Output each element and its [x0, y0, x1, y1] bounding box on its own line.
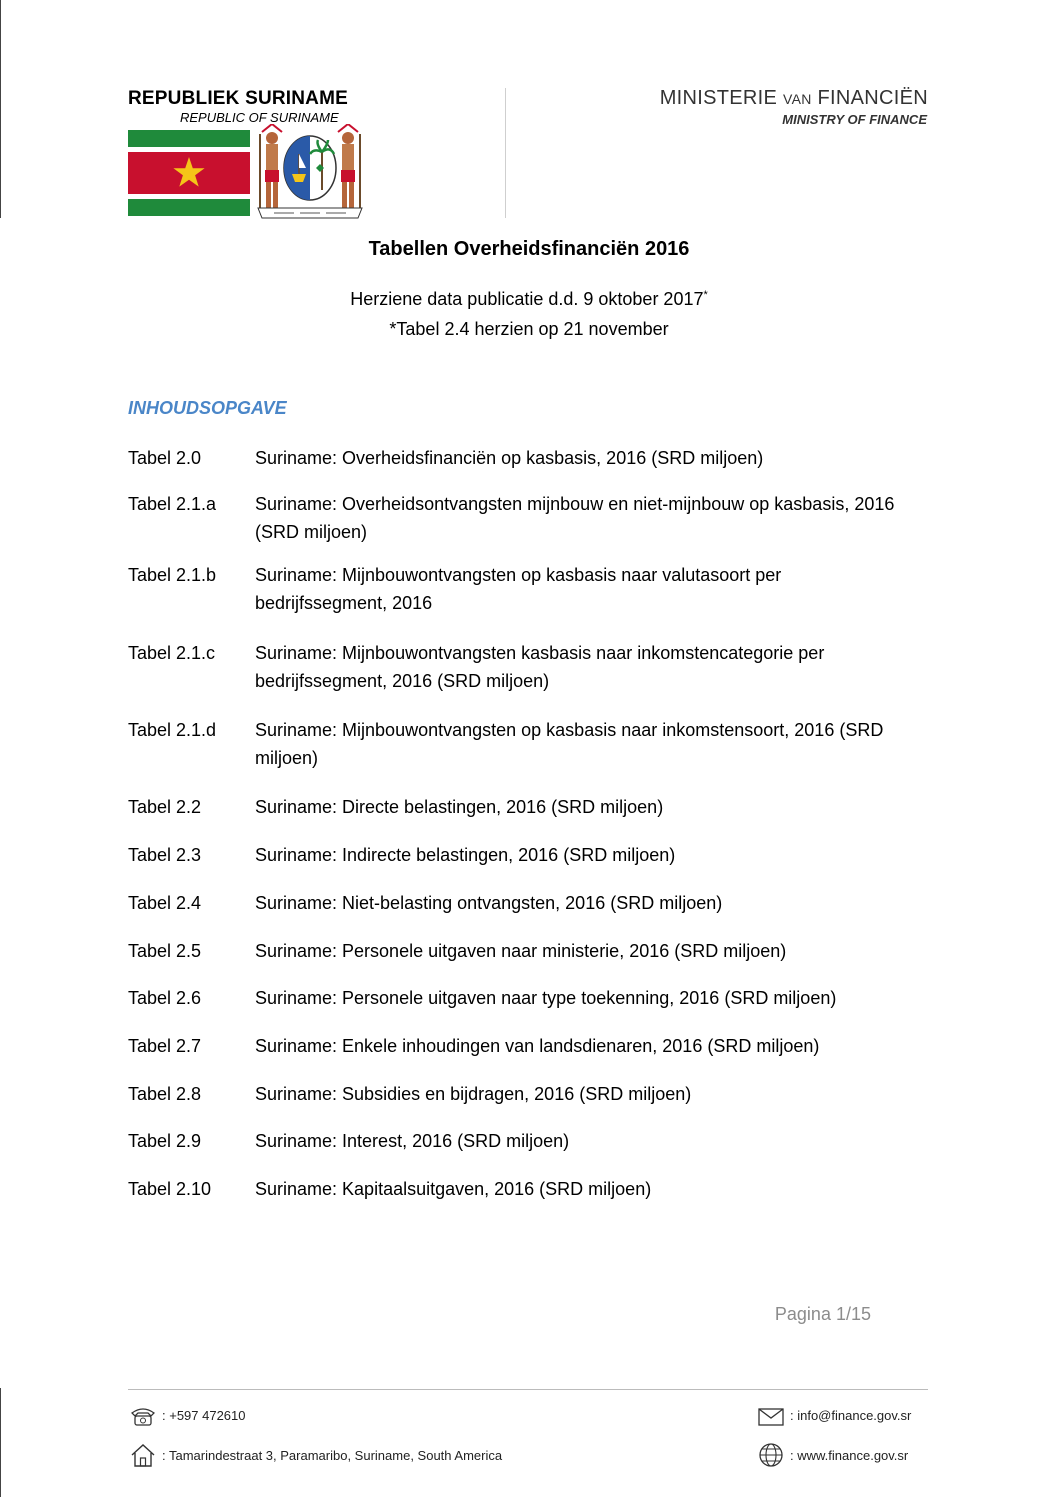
revision-line-asterisk: *	[703, 289, 708, 301]
toc-entry-desc: Suriname: Mijnbouwontvangsten kasbasis naar inkomstencategorie per bedrijfssegment, 2016 (SRD miljoen)	[255, 643, 825, 691]
footer-address: : Tamarindestraat 3, Paramaribo, Suriname, South America	[162, 1448, 503, 1463]
header-divider	[505, 88, 506, 218]
toc-entry-label: Tabel 2.0	[128, 448, 202, 468]
suriname-flag-icon	[128, 130, 250, 216]
toc-entry-desc: Suriname: Personele uitgaven naar ministerie, 2016 (SRD miljoen)	[255, 941, 787, 961]
toc-entry-desc: Suriname: Niet-belasting ontvangsten, 2016 (SRD miljoen)	[255, 893, 723, 913]
page-edge-mark-bottom	[0, 1388, 1, 1497]
revision-note: *Tabel 2.4 herzien op 21 november	[389, 319, 669, 339]
republic-title: REPUBLIEK SURINAME	[128, 88, 349, 109]
toc-entry-label: Tabel 2.1.d	[128, 720, 217, 740]
toc-entry-label: Tabel 2.3	[128, 845, 202, 865]
toc-entry-label: Tabel 2.10	[128, 1179, 212, 1199]
toc-entry-label: Tabel 2.9	[128, 1131, 202, 1151]
ministry-title-part2: VAN	[783, 91, 812, 107]
republic-subtitle: REPUBLIC OF SURINAME	[180, 110, 339, 125]
page-number: Pagina 1/15	[774, 1304, 871, 1324]
toc-entry-label: Tabel 2.7	[128, 1036, 202, 1056]
document-title: Tabellen Overheidsfinanciën 2016	[368, 238, 690, 260]
toc-entry-desc: Suriname: Overheidsontvangsten mijnbouw en niet-mijnbouw op kasbasis, 2016 (SRD miljoen)	[255, 494, 895, 542]
page-edge-mark-top	[0, 0, 1, 218]
ministry-title-part1: MINISTERIE	[659, 87, 783, 109]
toc-entry-desc: Suriname: Directe belastingen, 2016 (SRD miljoen)	[255, 797, 664, 817]
toc-entry-desc: Suriname: Personele uitgaven naar type toekenning, 2016 (SRD miljoen)	[255, 988, 837, 1008]
toc-entry-label: Tabel 2.1.b	[128, 565, 217, 585]
ministry-subtitle: MINISTRY OF FINANCE	[782, 112, 927, 127]
footer-website[interactable]: : www.finance.gov.sr	[790, 1448, 909, 1463]
footer-email[interactable]: : info@finance.gov.sr	[790, 1408, 912, 1423]
revision-line-text: Herziene data publicatie d.d. 9 oktober 2017	[350, 289, 704, 309]
toc-entry-desc: Suriname: Interest, 2016 (SRD miljoen)	[255, 1131, 570, 1151]
home-icon	[130, 1442, 156, 1468]
toc-heading: INHOUDSOPGAVE	[128, 398, 287, 418]
envelope-icon	[758, 1408, 784, 1426]
toc-entry-label: Tabel 2.5	[128, 941, 202, 961]
toc-entry-desc: Suriname: Mijnbouwontvangsten op kasbasis naar valutasoort per bedrijfssegment, 2016	[255, 565, 782, 613]
toc-entry-desc: Suriname: Indirecte belastingen, 2016 (SRD miljoen)	[255, 845, 676, 865]
toc-entry-desc: Suriname: Mijnbouwontvangsten op kasbasis naar inkomstensoort, 2016 (SRD miljoen)	[255, 720, 884, 768]
toc-entry-label: Tabel 2.1.a	[128, 494, 217, 514]
globe-icon	[758, 1442, 784, 1468]
toc-entry-desc: Suriname: Subsidies en bijdragen, 2016 (SRD miljoen)	[255, 1084, 692, 1104]
toc-entry-desc: Suriname: Kapitaalsuitgaven, 2016 (SRD miljoen)	[255, 1179, 652, 1199]
revision-line	[0, 289, 1058, 310]
ministry-title	[660, 87, 928, 110]
toc-entry-label: Tabel 2.4	[128, 893, 202, 913]
toc-entry-label: Tabel 2.1.c	[128, 643, 216, 663]
toc-entry-label: Tabel 2.8	[128, 1084, 202, 1104]
toc-entry-desc: Suriname: Overheidsfinanciën op kasbasis, 2016 (SRD miljoen)	[255, 448, 764, 468]
footer-phone: : +597 472610	[162, 1408, 246, 1423]
ministry-title-part3: FINANCIËN	[811, 87, 928, 109]
phone-icon	[130, 1405, 156, 1427]
coat-of-arms-icon	[254, 124, 366, 220]
toc-entry-label: Tabel 2.6	[128, 988, 202, 1008]
toc-entry-label: Tabel 2.2	[128, 797, 202, 817]
footer-divider	[128, 1389, 928, 1390]
toc-entry-desc: Suriname: Enkele inhoudingen van landsdienaren, 2016 (SRD miljoen)	[255, 1036, 820, 1056]
